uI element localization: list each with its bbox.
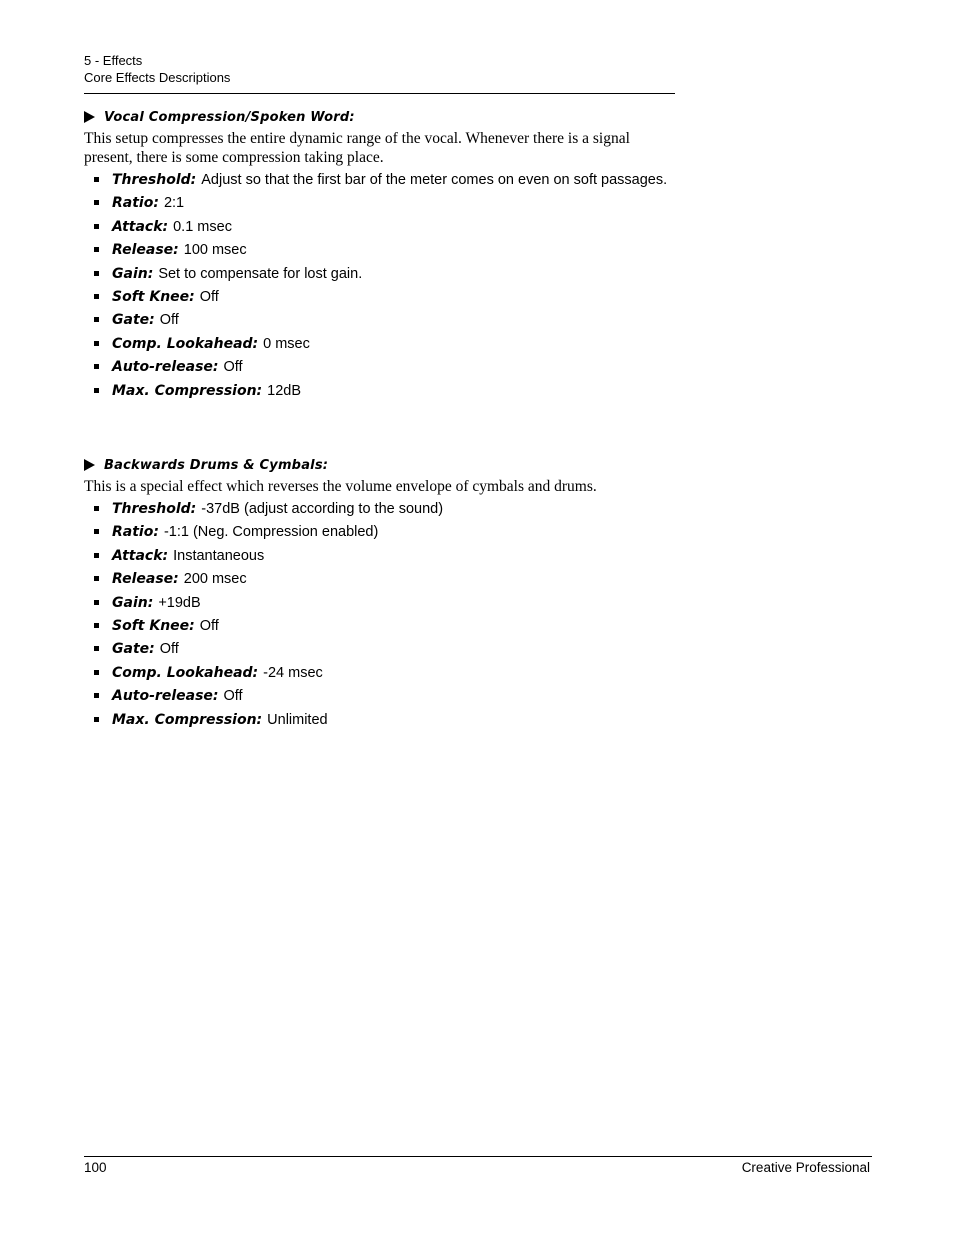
square-bullet-icon [94,317,99,322]
list-item [84,382,672,400]
square-bullet-icon [94,247,99,252]
param-value: -1:1 (Neg. Compression enabled) [163,524,379,541]
param-term: Soft Knee: [112,288,195,305]
square-bullet-icon [94,693,99,698]
param-value: Adjust so that the first bar of the meter comes on even on soft passages. [201,172,668,188]
param-value: 2:1 [163,195,185,212]
param-term: Max. Compression: [112,382,263,399]
section-heading [84,455,684,475]
param-term: Gate: [112,312,155,329]
square-bullet-icon [94,506,99,511]
list-item [84,241,672,259]
param-term: Soft Knee: [112,617,195,634]
list-item [84,711,672,729]
square-bullet-icon [94,294,99,299]
square-bullet-icon [94,271,99,276]
list-item [84,218,672,236]
param-value: Off [199,617,219,634]
param-value: Off [199,288,219,305]
section-heading [84,107,684,127]
square-bullet-icon [94,670,99,675]
square-bullet-icon [94,529,99,534]
square-bullet-icon [94,224,99,229]
running-header [84,52,675,86]
list-item [84,523,672,541]
param-term: Ratio: [112,195,159,212]
param-term: Attack: [112,218,169,235]
param-term: Comp. Lookahead: [112,335,259,352]
param-value: Off [223,688,243,705]
square-bullet-icon [94,600,99,605]
param-value: Set to compensate for lost gain. [158,265,363,282]
list-item [84,640,672,658]
square-bullet-icon [94,200,99,205]
header-chapter: 5 - Effects [84,53,143,68]
param-term: Auto-release: [112,359,219,376]
footer-divider [84,1156,872,1157]
list-item [84,335,672,353]
list-item [84,664,672,682]
square-bullet-icon [94,364,99,369]
square-bullet-icon [94,717,99,722]
param-term: Attack: [112,547,169,564]
param-value: +19dB [158,594,201,611]
header-divider [84,93,675,94]
parameter-list [84,171,684,400]
triangle-right-icon [84,459,95,471]
list-item [84,265,672,283]
param-term: Auto-release: [112,688,219,705]
list-item [84,687,672,705]
list-item [84,617,672,635]
section-heading-text: Vocal Compression/Spoken Word: [104,109,355,125]
list-item [84,194,672,212]
param-term: Threshold: [112,501,197,517]
param-term: Gain: [112,265,154,282]
parameter-list [84,500,684,729]
square-bullet-icon [94,553,99,558]
param-value: Off [223,359,243,376]
section-intro: This setup compresses the entire dynamic range of the vocal. Whenever there is a signal present, there is some compression taking place. [84,130,630,166]
list-item [84,171,672,189]
param-term: Max. Compression: [112,711,263,728]
list-item [84,594,672,612]
square-bullet-icon [94,388,99,393]
list-item [84,500,672,518]
section-vocal-compression [84,107,684,405]
param-term: Threshold: [112,172,197,188]
param-term: Comp. Lookahead: [112,664,259,681]
param-value: 200 msec [183,571,247,588]
square-bullet-icon [94,623,99,628]
section-backwards-drums [84,455,684,734]
param-value: -37dB (adjust according to the sound) [201,501,444,517]
param-value: Unlimited [267,711,328,728]
list-item [84,547,672,565]
page-number: 100 [84,1160,107,1175]
param-value: Off [159,641,179,658]
param-term: Ratio: [112,524,159,541]
param-term: Gain: [112,594,154,611]
list-item [84,570,672,588]
param-term: Gate: [112,641,155,658]
param-value: 100 msec [183,242,247,259]
section-intro: This is a special effect which reverses the volume envelope of cymbals and drums. [84,478,597,495]
param-value: -24 msec [263,664,323,681]
list-item [84,311,672,329]
square-bullet-icon [94,576,99,581]
triangle-right-icon [84,111,95,123]
square-bullet-icon [94,646,99,651]
param-value: 0.1 msec [173,218,232,235]
param-value: 12dB [267,382,302,399]
square-bullet-icon [94,177,99,182]
param-term: Release: [112,242,179,259]
list-item [84,358,672,376]
header-section: Core Effects Descriptions [84,70,231,85]
param-value: Instantaneous [173,547,265,564]
param-value: Off [159,312,179,329]
footer-brand: Creative Professional [741,1160,870,1175]
param-value: 0 msec [263,335,310,352]
section-heading-text: Backwards Drums & Cymbals: [104,457,329,473]
list-item [84,288,672,306]
param-term: Release: [112,571,179,588]
square-bullet-icon [94,341,99,346]
